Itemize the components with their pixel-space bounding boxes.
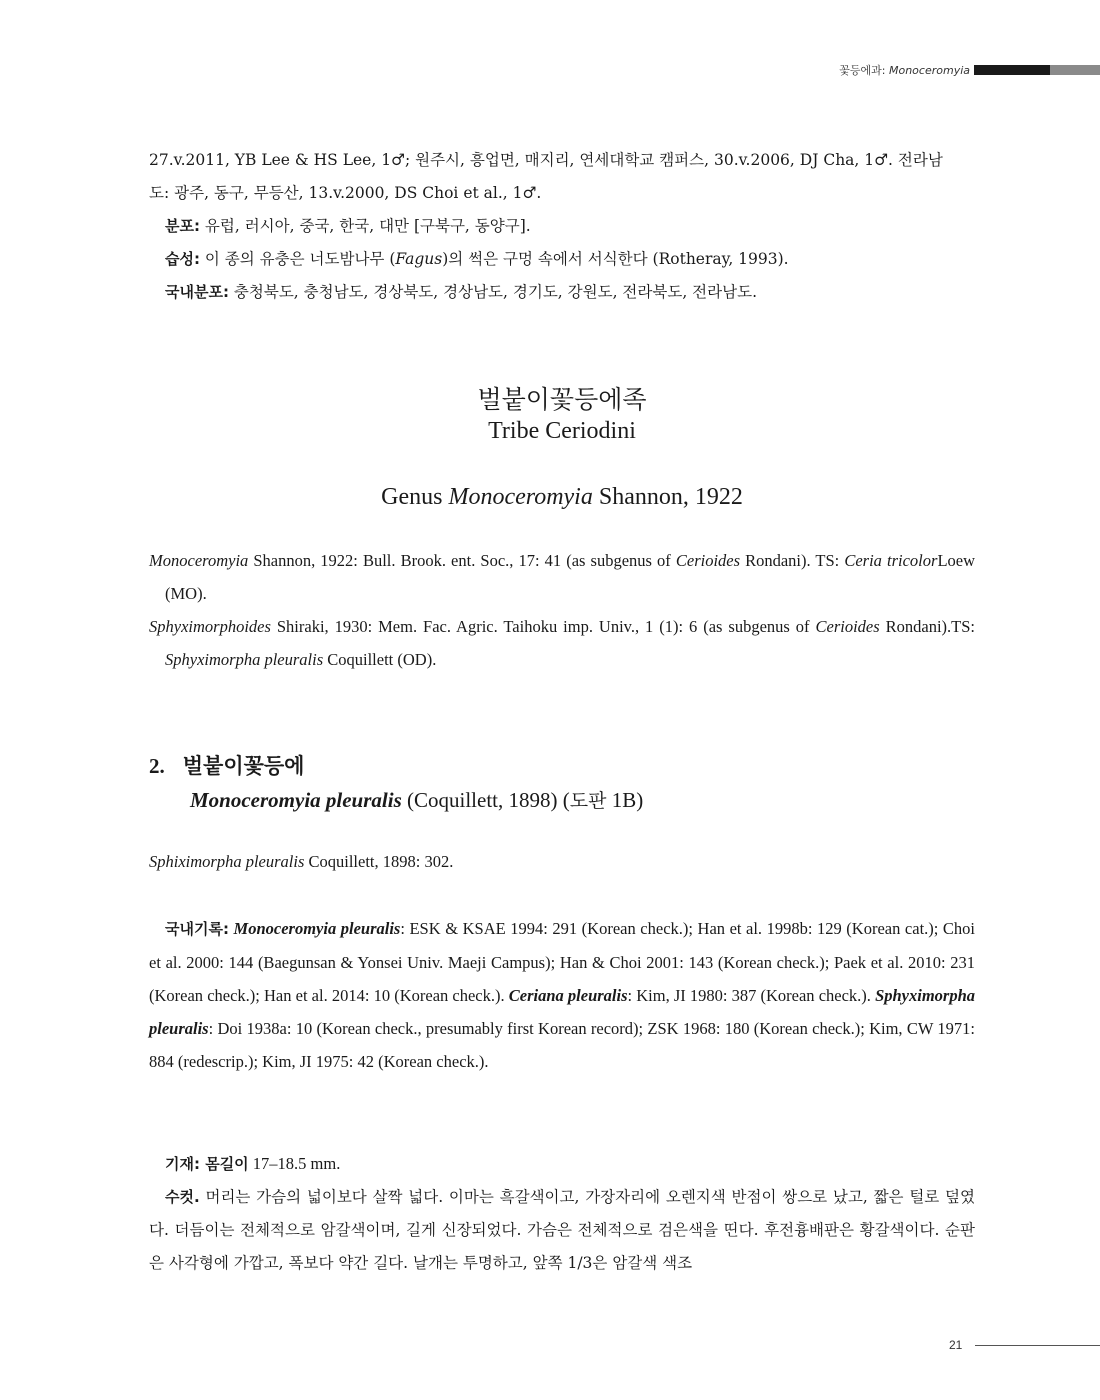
basionym-text: Coquillett, 1898: 302. — [304, 852, 454, 871]
body-length-value: 17–18.5 mm. — [248, 1154, 341, 1173]
species-heading-korean — [149, 750, 304, 780]
genus-prefix: Genus — [381, 484, 449, 510]
synonym-type-species: Sphyximorpha pleuralis — [165, 650, 324, 669]
running-head-genus: Monoceromyia — [888, 64, 970, 77]
records-line-2: 도: 광주, 동구, 무등산, 13.v.2000, DS Choi et al., 1♂. — [149, 184, 542, 202]
record-text: : ESK & KSAE 1994: 291 (Korean check.); Han et al. 1998b: 129 (Korean cat.); Choi et al. 2000: 144 (Baegunsan & Yonsei Univ. Maeji Campus); Han & Choi 2001: 143 (Korean check.); Paek et al. 2010: 231 (Korean check.); Han et al. 2014: 10 (Korean check.). — [149, 919, 975, 1005]
synonym-text: Coquillett (OD). — [323, 650, 437, 669]
synonym-text: Rondani).TS: — [879, 617, 975, 636]
basionym-name: Sphiximorpha pleuralis — [149, 852, 305, 871]
synonym-text: Shannon, 1922: Bull. Brook. ent. Soc., 17: 41 (as subgenus of — [248, 551, 676, 570]
habit-text-2: )의 썩은 구멍 속에서 서식한다 (Rotheray, 1993). — [442, 250, 789, 268]
description — [149, 1147, 975, 1280]
korean-records — [149, 912, 975, 1078]
record-text: : Kim, JI 1980: 387 (Korean check.). — [627, 986, 876, 1005]
distribution — [149, 210, 975, 243]
record-name: Ceriana pleuralis — [508, 986, 628, 1005]
korean-distribution-text: 충청북도, 충청남도, 경상북도, 경상남도, 경기도, 강원도, 전라북도, 전라남도. — [228, 283, 757, 301]
running-head-bar-dark — [974, 65, 1050, 75]
species-plate-label: 도판 — [569, 790, 607, 812]
page-number-rule — [975, 1345, 1100, 1346]
genus-heading — [149, 484, 975, 511]
genus-name: Monoceromyia — [448, 484, 593, 510]
body-length-label: 기재: 몸길이 — [165, 1155, 249, 1173]
record-name: Sphyximorpha pleuralis — [149, 986, 976, 1038]
records-line-1: 27.v.2011, YB Lee & HS Lee, 1♂; 원주시, 흥업면, 매지리, 연세대학교 캠퍼스, 30.v.2006, DJ Cha, 1♂. 전라남 — [149, 151, 943, 169]
distribution-text: 유럽, 러시아, 중국, 한국, 대만 [구북구, 동양구]. — [199, 217, 531, 235]
korean-distribution-label: 국내분포: — [165, 283, 229, 301]
male-text: 머리는 가슴의 넓이보다 살짝 넓다. 이마는 흑갈색이고, 가장자리에 오렌지색 반점이 쌍으로 났고, 짧은 털로 덮였다. 더듬이는 전체적으로 암갈색이며, 길게 신장되었다. 가슴은 전체적으로 검은색을 띤다. 후전흉배판은 황갈색이다. 순판은 사각형에 가깝고, 폭보다 약간 길다. 날개는 투명하고, 앞쪽 1/3은 암갈색 색조 — [149, 1188, 975, 1272]
synonym-text: Rondani). TS: — [740, 551, 845, 570]
species-heading-latin — [190, 786, 643, 813]
running-head-label: 꽃등에과: — [839, 64, 886, 77]
synonym-entry — [149, 610, 975, 676]
synonym-entry — [149, 544, 975, 610]
basionym — [149, 845, 975, 878]
tribe-korean-name: 벌붙이꽃등에족 — [477, 385, 647, 414]
korean-records-paragraph — [149, 912, 975, 1078]
species-latin-name: Monoceromyia pleuralis — [190, 788, 402, 812]
synonymy — [149, 544, 975, 676]
male-description — [149, 1181, 975, 1280]
running-head-text — [839, 62, 970, 78]
distribution-label: 분포: — [165, 217, 200, 235]
synonym-genus: Cerioides — [815, 617, 880, 636]
habit-text-1: 이 종의 유충은 너도밤나무 ( — [199, 250, 396, 268]
korean-records-label: 국내기록: — [165, 920, 229, 938]
record-name: Monoceromyia pleuralis — [233, 919, 401, 938]
synonym-genus: Cerioides — [675, 551, 741, 570]
top-block — [149, 144, 975, 309]
synonym-name: Monoceromyia — [149, 551, 249, 570]
synonym-text: Loew (MO). — [165, 551, 976, 603]
basionym-entry — [149, 845, 975, 878]
synonym-text: Shiraki, 1930: Mem. Fac. Agric. Taihoku imp. Univ., 1 (1): 6 (as subgenus of — [270, 617, 816, 636]
habit — [149, 243, 975, 276]
record-text: : Doi 1938a: 10 (Korean check., presumably first Korean record); ZSK 1968: 180 (Korean check.); Kim, CW 1971: 884 (redescrip.); Kim, JI 1975: 42 (Korean check.). — [149, 1019, 975, 1071]
body-length — [149, 1147, 975, 1181]
tribe-english-name: Tribe Ceriodini — [488, 418, 636, 444]
korean-distribution — [149, 276, 975, 309]
synonym-name: Sphyximorphoides — [149, 617, 271, 636]
running-head-bar-grey — [1050, 65, 1100, 75]
species-korean-name: 벌붙이꽃등에 — [182, 754, 305, 778]
species-author: (Coquillett, 1898) ( — [401, 788, 570, 812]
species-number: 2. — [149, 754, 165, 778]
habit-label: 습성: — [165, 250, 200, 268]
species-plate-ref: 1B) — [606, 788, 644, 812]
page-number: 21 — [949, 1338, 963, 1352]
male-label: 수컷. — [165, 1188, 200, 1206]
running-head — [839, 63, 1100, 77]
synonym-type-species: Ceria tricolor — [844, 551, 938, 570]
genus-author: Shannon, 1922 — [592, 484, 743, 510]
habit-genus-fagus: Fagus — [395, 250, 443, 268]
